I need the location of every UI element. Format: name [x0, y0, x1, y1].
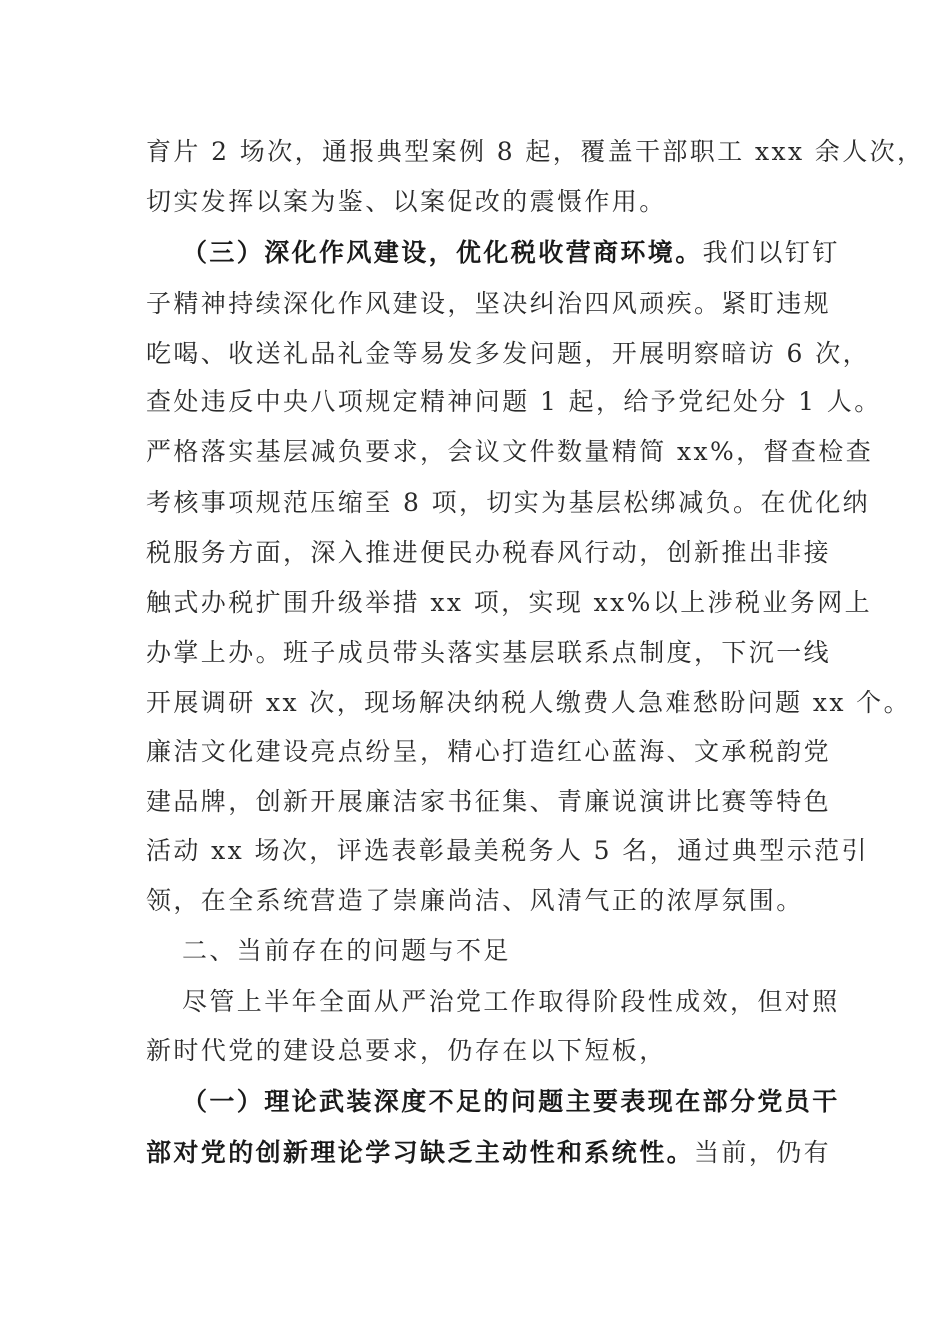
text-line	[146, 785, 831, 819]
text-line	[146, 486, 870, 520]
section-heading-line	[182, 236, 840, 270]
text-segment: 考核事项规范压缩至 8 项，切实为基层松绑减负。在优化纳	[146, 488, 871, 517]
section-heading: （三）深化作风建设，优化税收营商环境。	[182, 238, 703, 267]
text-line	[146, 435, 873, 469]
text-segment: 触式办税扩围升级举措 xx 项，实现 xx%以上涉税业务网上	[146, 588, 872, 617]
text-segment: 税服务方面，深入推进便民办税春风行动，创新推出非接	[146, 538, 832, 567]
text-segment: 子精神持续深化作风建设，坚决纠治四风顽疾。紧盯违规	[146, 289, 832, 318]
text-line	[146, 385, 882, 419]
text-segment: 领，在全系统营造了崇廉尚洁、风清气正的浓厚氛围。	[146, 886, 804, 915]
text-line	[146, 735, 831, 769]
section-heading: （一）理论武装深度不足的问题主要表现在部分党员干	[182, 1087, 840, 1116]
text-line	[146, 884, 804, 918]
text-segment: 当前，仍有	[694, 1138, 832, 1167]
text-segment: 吃喝、收送礼品礼金等易发多发问题，开展明察暗访 6 次，	[146, 339, 871, 368]
text-segment: 开展调研 xx 次，现场解决纳税人缴费人急难愁盼问题 xx 个。	[146, 688, 911, 717]
text-line	[146, 586, 872, 620]
section-heading-line	[146, 1136, 831, 1170]
text-line	[146, 337, 870, 371]
text-line	[146, 135, 924, 169]
text-line	[146, 287, 831, 321]
text-segment: 我们以钉钉	[702, 238, 840, 267]
text-line	[146, 834, 869, 868]
text-segment: 建品牌，创新开展廉洁家书征集、青廉说演讲比赛等特色	[146, 787, 832, 816]
text-segment: 办掌上办。班子成员带头落实基层联系点制度，下沉一线	[146, 638, 832, 667]
text-line	[146, 636, 831, 670]
text-segment: 严格落实基层减负要求，会议文件数量精简 xx%，督查检查	[146, 437, 874, 466]
text-line	[146, 536, 831, 570]
text-line	[182, 985, 840, 1019]
text-segment: 活动 xx 场次，评选表彰最美税务人 5 名，通过典型示范引	[146, 836, 869, 865]
chapter-heading-text: 二、当前存在的问题与不足	[182, 936, 511, 965]
chapter-heading	[182, 934, 511, 968]
text-segment: 育片 2 场次，通报典型案例 8 起，覆盖干部职工 xxx 余人次，	[146, 137, 925, 166]
text-line	[146, 686, 911, 720]
text-segment: 尽管上半年全面从严治党工作取得阶段性成效，但对照	[182, 987, 840, 1016]
text-segment: 查处违反中央八项规定精神问题 1 起，给予党纪处分 1 人。	[146, 387, 882, 416]
text-segment: 廉洁文化建设亮点纷呈，精心打造红心蓝海、文承税韵党	[146, 737, 832, 766]
section-heading-line	[182, 1085, 840, 1119]
text-line	[146, 1034, 667, 1068]
text-line	[146, 185, 667, 219]
text-segment: 新时代党的建设总要求，仍存在以下短板，	[146, 1036, 667, 1065]
section-heading: 部对党的创新理论学习缺乏主动性和系统性。	[146, 1138, 695, 1167]
text-segment: 切实发挥以案为鉴、以案促改的震慑作用。	[146, 187, 667, 216]
